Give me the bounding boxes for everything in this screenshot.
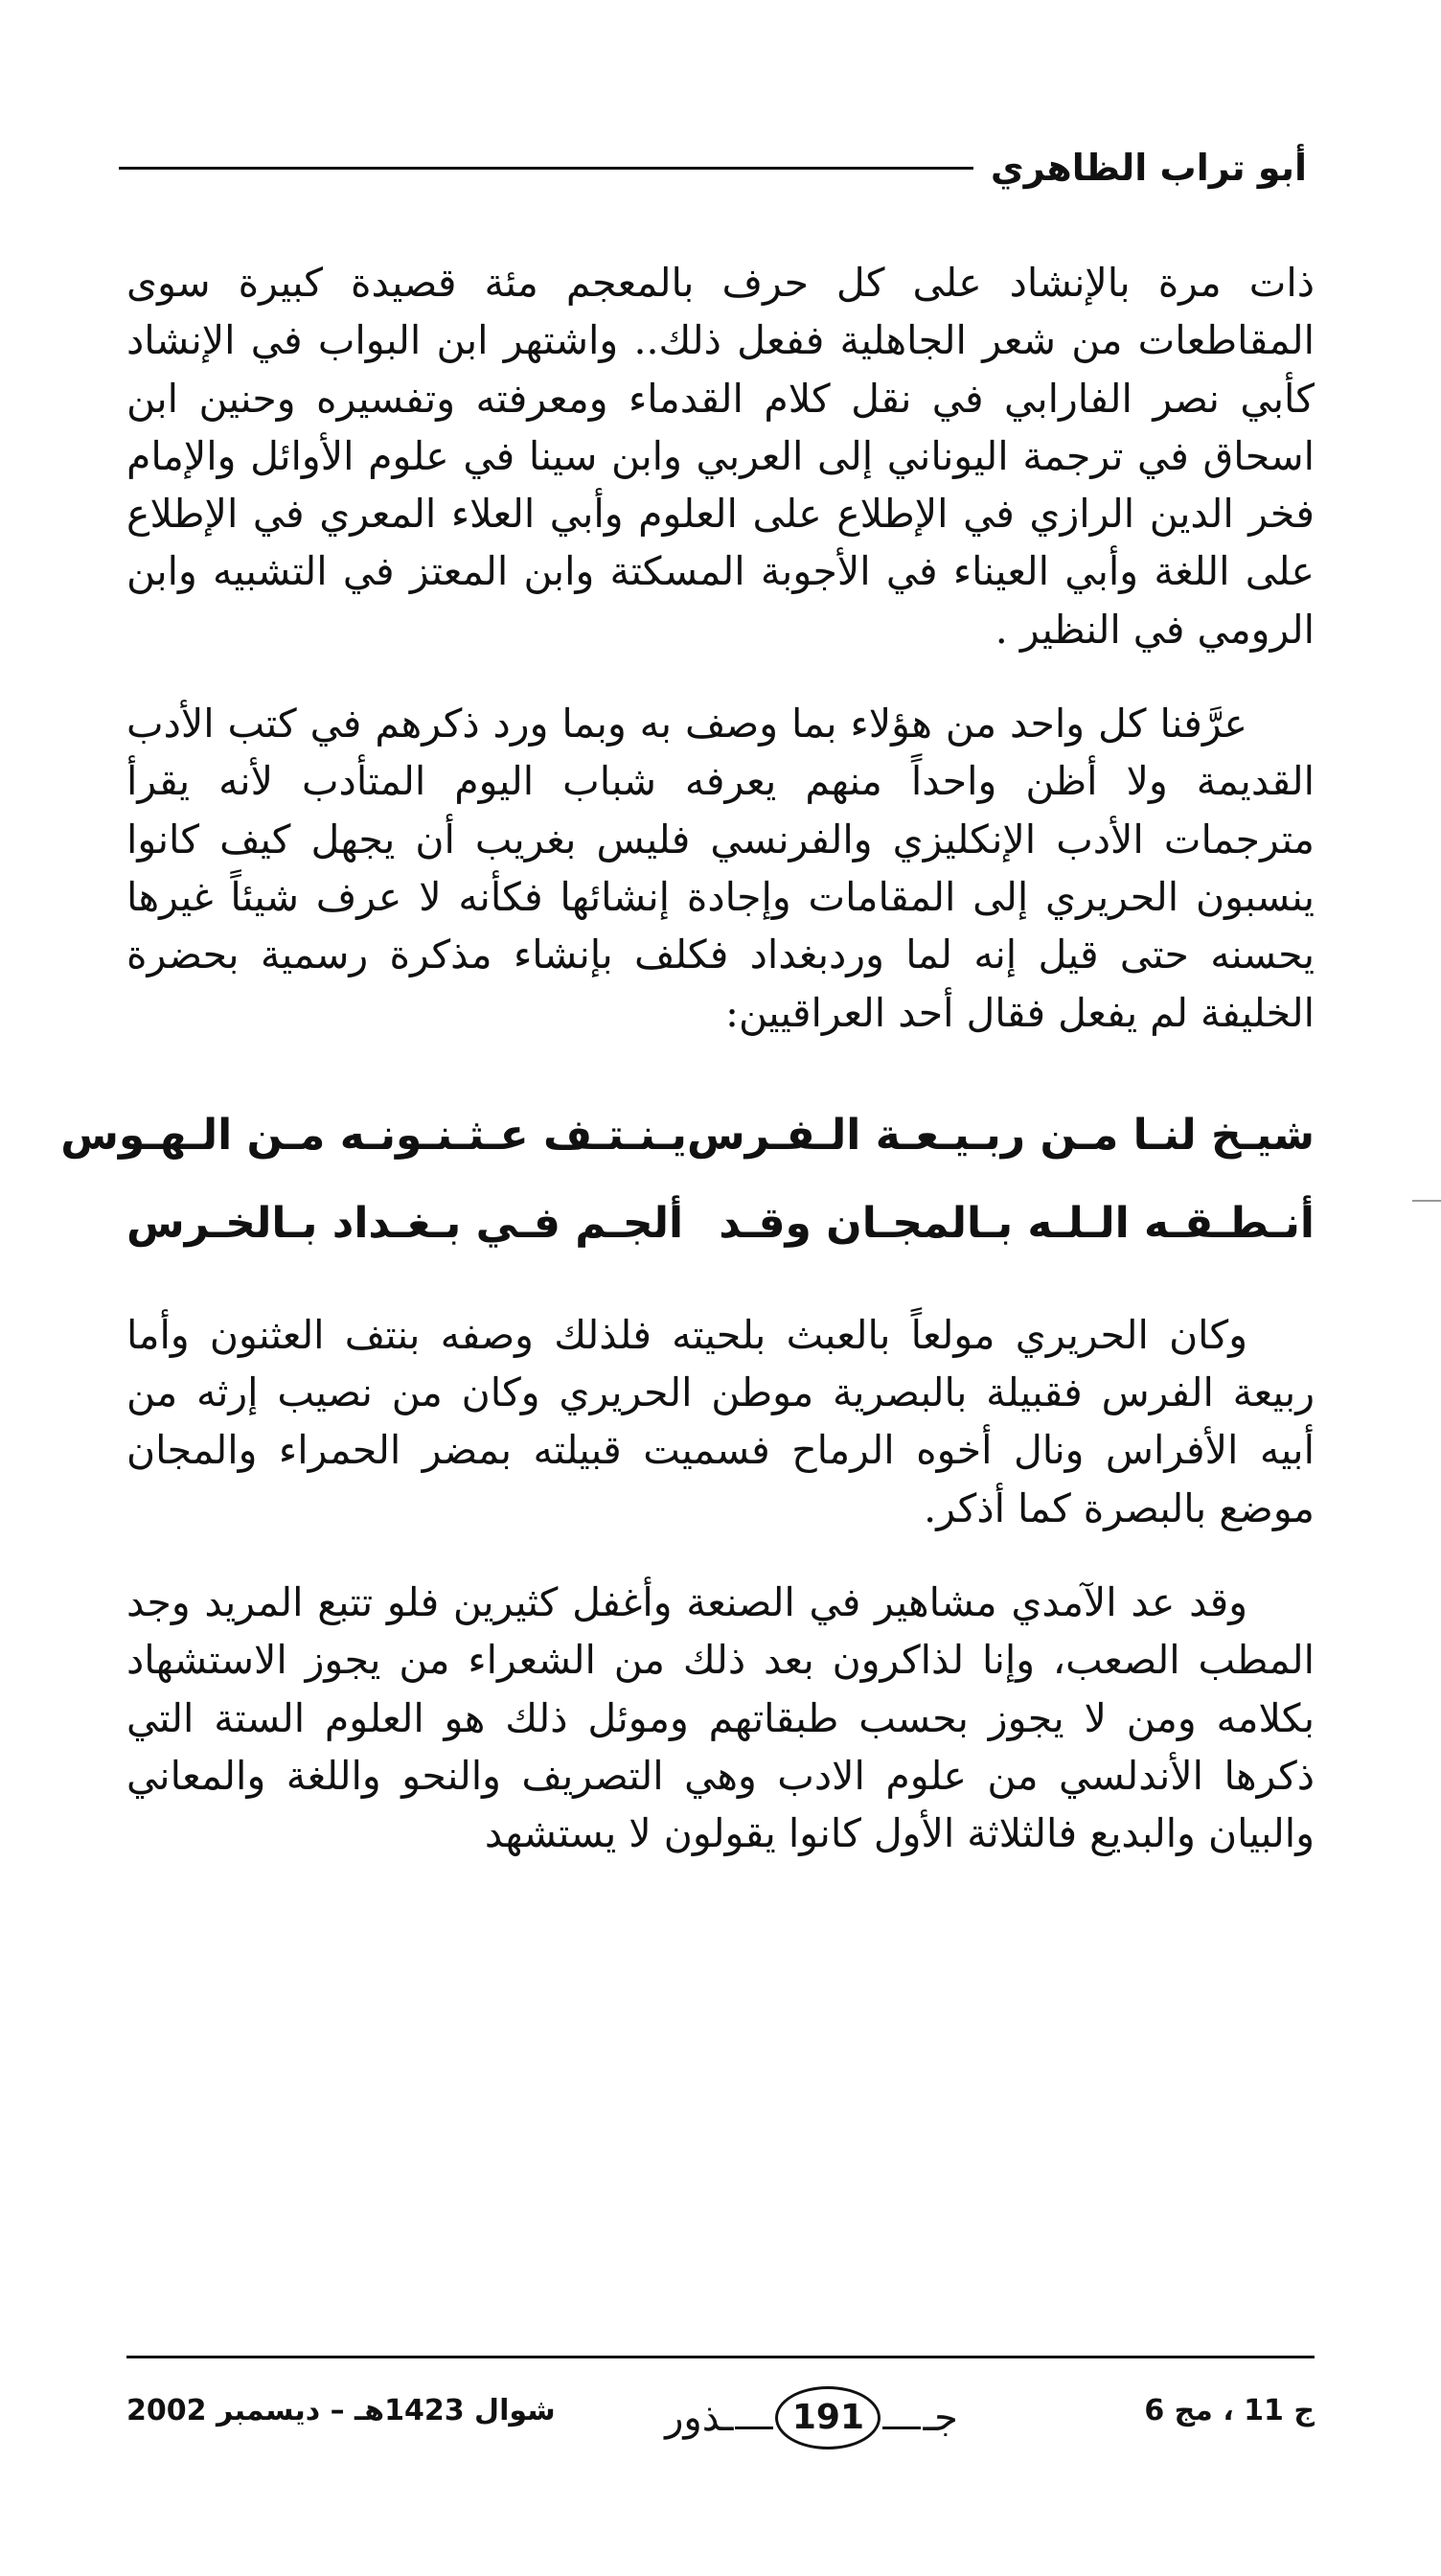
paragraph-2: عرَّفنا كل واحد من هؤلاء بما وصف به وبما ورد ذكرهم في كتب الأدب القديمة ولا أظن واحداً منهم يعرفه شباب اليوم المتأدب لأنه يقرأ مترجمات الأدب الإنكليزي والفرنسي فليس بغريب أن يجهل كيف كانوا ينسبون الحريري إلى المقامات وإجادة إنشائها فكأنه لا عرف شيئاً غيرها يحسنه حتى قيل إنه لما وردبغداد فكلف بإنشاء مذكرة رسمية بحضرة الخليفة لم يفعل فقال أحد العراقيين: [126,701,1315,1036]
running-header [119,134,1307,201]
journal-prefix: جـ [923,2396,958,2440]
journal-suffix: ـذور [665,2396,734,2440]
paragraph-gap [126,1537,1315,1574]
verse-2-first-hemistich: أنـطـقـه الـلـه بـالمجـان وقـد [719,1199,1315,1249]
paragraph-4: وقد عد الآمدي مشاهير في الصنعة وأغفل كثيرين فلو تتبع المريد وجد المطب الصعب، وإنا لذاكرون بعد ذلك من الشعراء من يجوز الاستشهاد بكلامه ومن لا يجوز بحسب طبقاتهم وموئل ذلك هو العلوم الستة التي ذكرها الأندلسي من علوم الادب وهي التصريف والنحو واللغة والمعاني والبيان والبديع فالثلاثة الأول كانوا يقولون لا يستشهد [126,1579,1315,1857]
body-text [60,254,1315,1863]
running-header-author: أبو تراب الظاهري [990,147,1307,189]
verse-1-second-hemistich: يـنـتـف عـثـنـونـه مـن الـهـوس [60,1111,687,1161]
paragraph-1: ذات مرة بالإنشاد على كل حرف بالمعجم مئة قصيدة كبيرة سوى المقاطعات من شعر الجاهلية ففعل ذلك.. واشتهر ابن البواب في الإنشاد كأبي نصر الفارابي في نقل كلام القدماء ومعرفته وتفسيره وحنين ابن اسحاق في ترجمة اليوناني إلى العربي وابن سينا في علوم الأوائل والإمام فخر الدين الرازي في الإطلاع على العلوم وأبي العلاء المعري في الإطلاع على اللغة وأبي العيناء في الأجوبة المسكتة وابن المعتز في التشبيه وابن الرومي في النظير . [126,260,1315,653]
page-footer [126,2375,1315,2471]
poem [60,1092,1315,1268]
footer-rule [126,2356,1315,2358]
poem-verse-2 [126,1180,1315,1268]
footer-journal-title [639,2375,984,2461]
header-rule [119,167,973,170]
footer-date: شوال 1423هـ – ديسمبر 2002 [126,2394,556,2427]
journal-stroke [735,2426,773,2429]
paragraph-3: وكان الحريري مولعاً بالعبث بلحيته فلذلك وصفه بنتف العثنون وأما ربيعة الفرس فقبيلة بالبصرية موطن الحريري وكان من نصيب إرثه من أبيه الأفراس ونال أخوه الرماح فسميت قبيلته بمضر الحمراء والمجان موضع بالبصرة كما أذكر. [126,1311,1315,1531]
page-number: 191 [775,2386,881,2450]
margin-mark [1412,1200,1441,1202]
journal-stroke [882,2426,921,2429]
poem-verse-1 [60,1092,1315,1180]
footer-issue: ج 11 ، مج 6 [1144,2394,1315,2427]
verse-2-second-hemistich: ألجـم فـي بـغـداد بـالخـرس [126,1199,684,1249]
paragraph-gap [126,658,1315,695]
verse-1-first-hemistich: شيـخ لنـا مـن ربـيـعـة الـفـرس [686,1111,1315,1161]
